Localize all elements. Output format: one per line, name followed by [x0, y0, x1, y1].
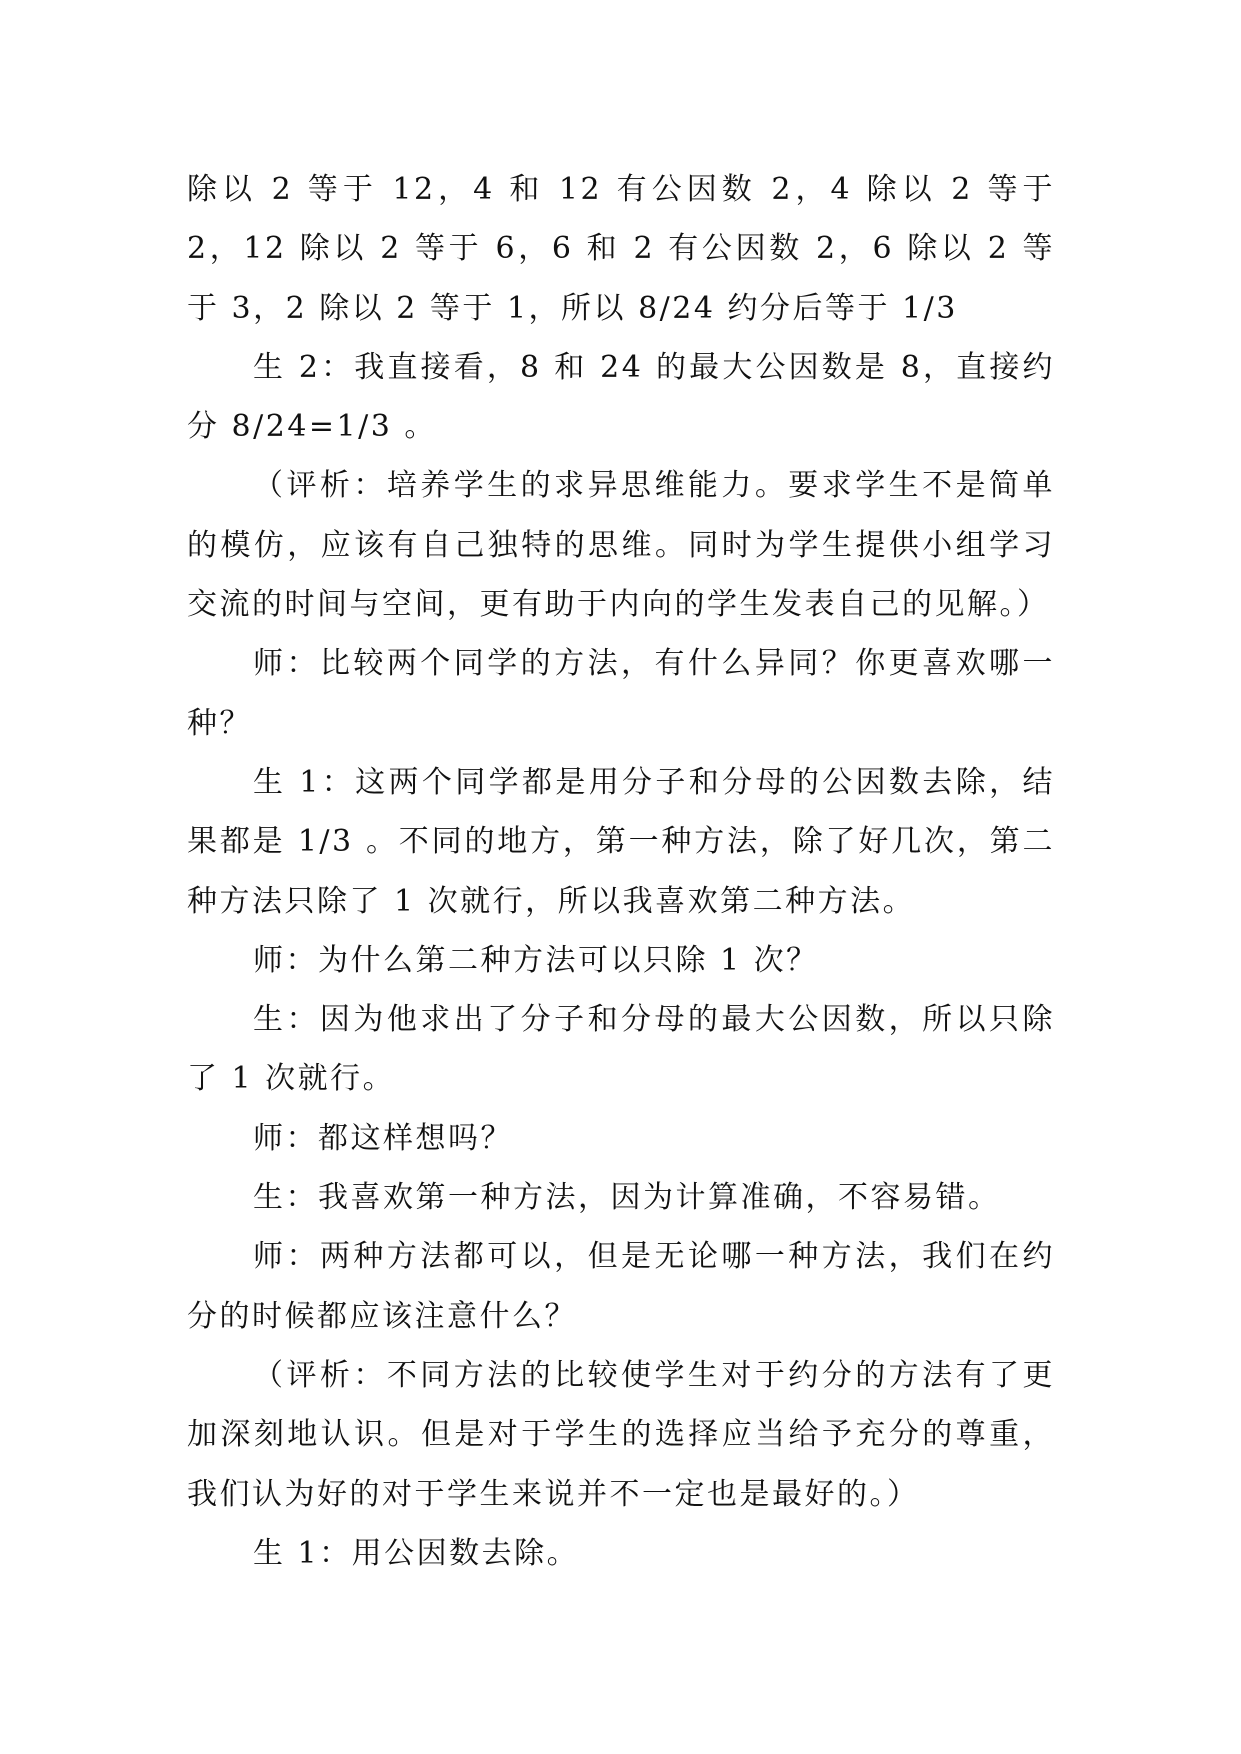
paragraph-teacher-compare: 师：比较两个同学的方法，有什么异同？你更喜欢哪一种？	[187, 646, 1055, 741]
paragraph-student-1-answer: 生 1：这两个同学都是用分子和分母的公因数去除，结果都是 1/3 。不同的地方，第一种方法，除了好几次，第二种方法只除了 1 次就行，所以我喜欢第二种方法。	[187, 764, 1055, 919]
paragraph-student-2: 生 2：我直接看，8 和 24 的最大公因数是 8，直接约分 8/24=1/3 。	[187, 349, 1055, 445]
paragraph-teacher-note: 师：两种方法都可以，但是无论哪一种方法，我们在约分的时候都应该注意什么？	[187, 1239, 1055, 1334]
paragraph-student-1-final: 生 1：用公因数去除。	[253, 1535, 580, 1571]
paragraph-teacher-ask: 师：都这样想吗？	[253, 1120, 513, 1156]
paragraph-continuation: 除以 2 等于 12，4 和 12 有公因数 2，4 除以 2 等于 2，12 除以 2 等于 6，6 和 2 有公因数 2，6 除以 2 等于 3，2 除以 2 等于 1，所以 8/24 约分后等于 1/3	[187, 172, 1055, 326]
paragraph-teacher-why: 师：为什么第二种方法可以只除 1 次？	[253, 942, 819, 978]
document-body	[187, 160, 1055, 1583]
paragraph-commentary-1: （评析：培养学生的求异思维能力。要求学生不是简单的模仿，应该有自己独特的思维。同时为学生提供小组学习交流的时间与空间，更有助于内向的学生发表自己的见解。）	[187, 468, 1055, 623]
paragraph-commentary-2: （评析：不同方法的比较使学生对于约分的方法有了更加深刻地认识。但是对于学生的选择应当给予充分的尊重，我们认为好的对于学生来说并不一定也是最好的。）	[187, 1357, 1055, 1512]
paragraph-student-because: 生：因为他求出了分子和分母的最大公因数，所以只除了 1 次就行。	[187, 1002, 1055, 1097]
paragraph-student-prefer: 生：我喜欢第一种方法，因为计算准确，不容易错。	[253, 1180, 1001, 1216]
